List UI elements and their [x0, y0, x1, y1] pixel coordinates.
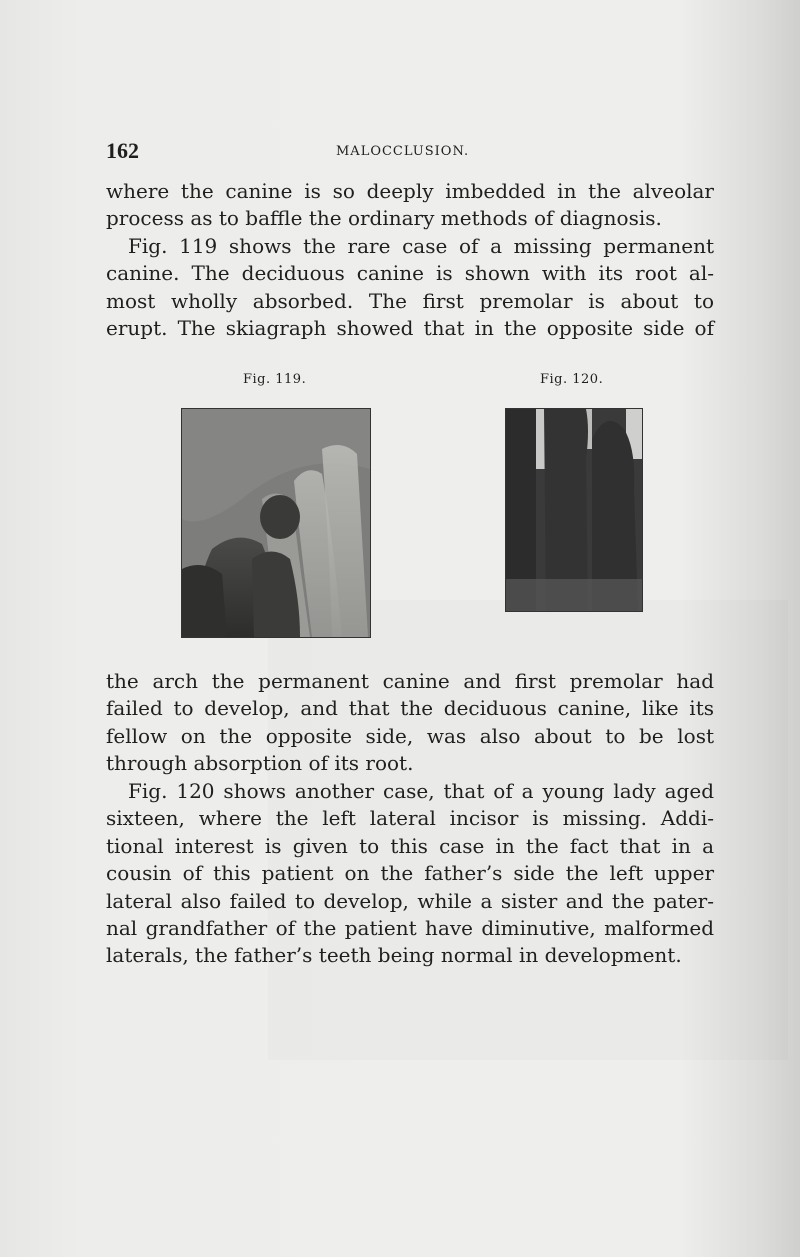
paragraph-arch: [106, 668, 714, 778]
running-head: [106, 138, 716, 166]
paragraph-diagnosis: [106, 178, 714, 233]
paragraph-fig-119: [106, 233, 714, 343]
text-line: process as to baffle the ordinary methods of diagnosis.: [106, 206, 662, 231]
text-line: nal grandfather of the patient have diminutive, malformed: [106, 916, 714, 941]
figure-120-radiograph: [505, 408, 643, 612]
paragraph-fig-120: [106, 778, 714, 970]
text-line: Fig. 120 shows another case, that of a young lady aged: [128, 779, 714, 803]
text-line: through absorption of its root.: [106, 751, 414, 776]
text-line: cousin of this patient on the father’s side the left upper: [106, 861, 714, 886]
text-line: most wholly absorbed. The first premolar is about to: [106, 288, 714, 313]
section-title: MALOCCLUSION.: [336, 144, 470, 159]
text-line: fellow on the opposite side, was also about to be lost: [106, 723, 714, 748]
text-line: canine. The deciduous canine is shown with its root al-: [106, 261, 714, 286]
figure-119-caption: Fig. 119.: [243, 372, 307, 387]
figure-119-radiograph: [181, 408, 371, 638]
figure-120-caption: Fig. 120.: [540, 372, 604, 387]
text-line: lateral also failed to develop, while a sister and the pater-: [106, 888, 714, 913]
text-line: failed to develop, and that the deciduous canine, like its: [106, 696, 714, 721]
text-line: tional interest is given to this case in the fact that in a: [106, 833, 714, 858]
text-line: erupt. The skiagraph showed that in the opposite side of: [106, 316, 714, 341]
radiograph-119-image: [182, 409, 370, 637]
text-line: where the canine is so deeply imbedded in the alveolar: [106, 179, 714, 203]
text-line: the arch the permanent canine and first premolar had: [106, 669, 714, 693]
page-number: 162: [106, 138, 139, 163]
text-line: sixteen, where the left lateral incisor is missing. Addi-: [106, 806, 714, 831]
text-line: laterals, the father’s teeth being normal in development.: [106, 943, 682, 968]
text-line: Fig. 119 shows the rare case of a missing permanent: [128, 234, 714, 258]
radiograph-120-image: [506, 409, 642, 611]
